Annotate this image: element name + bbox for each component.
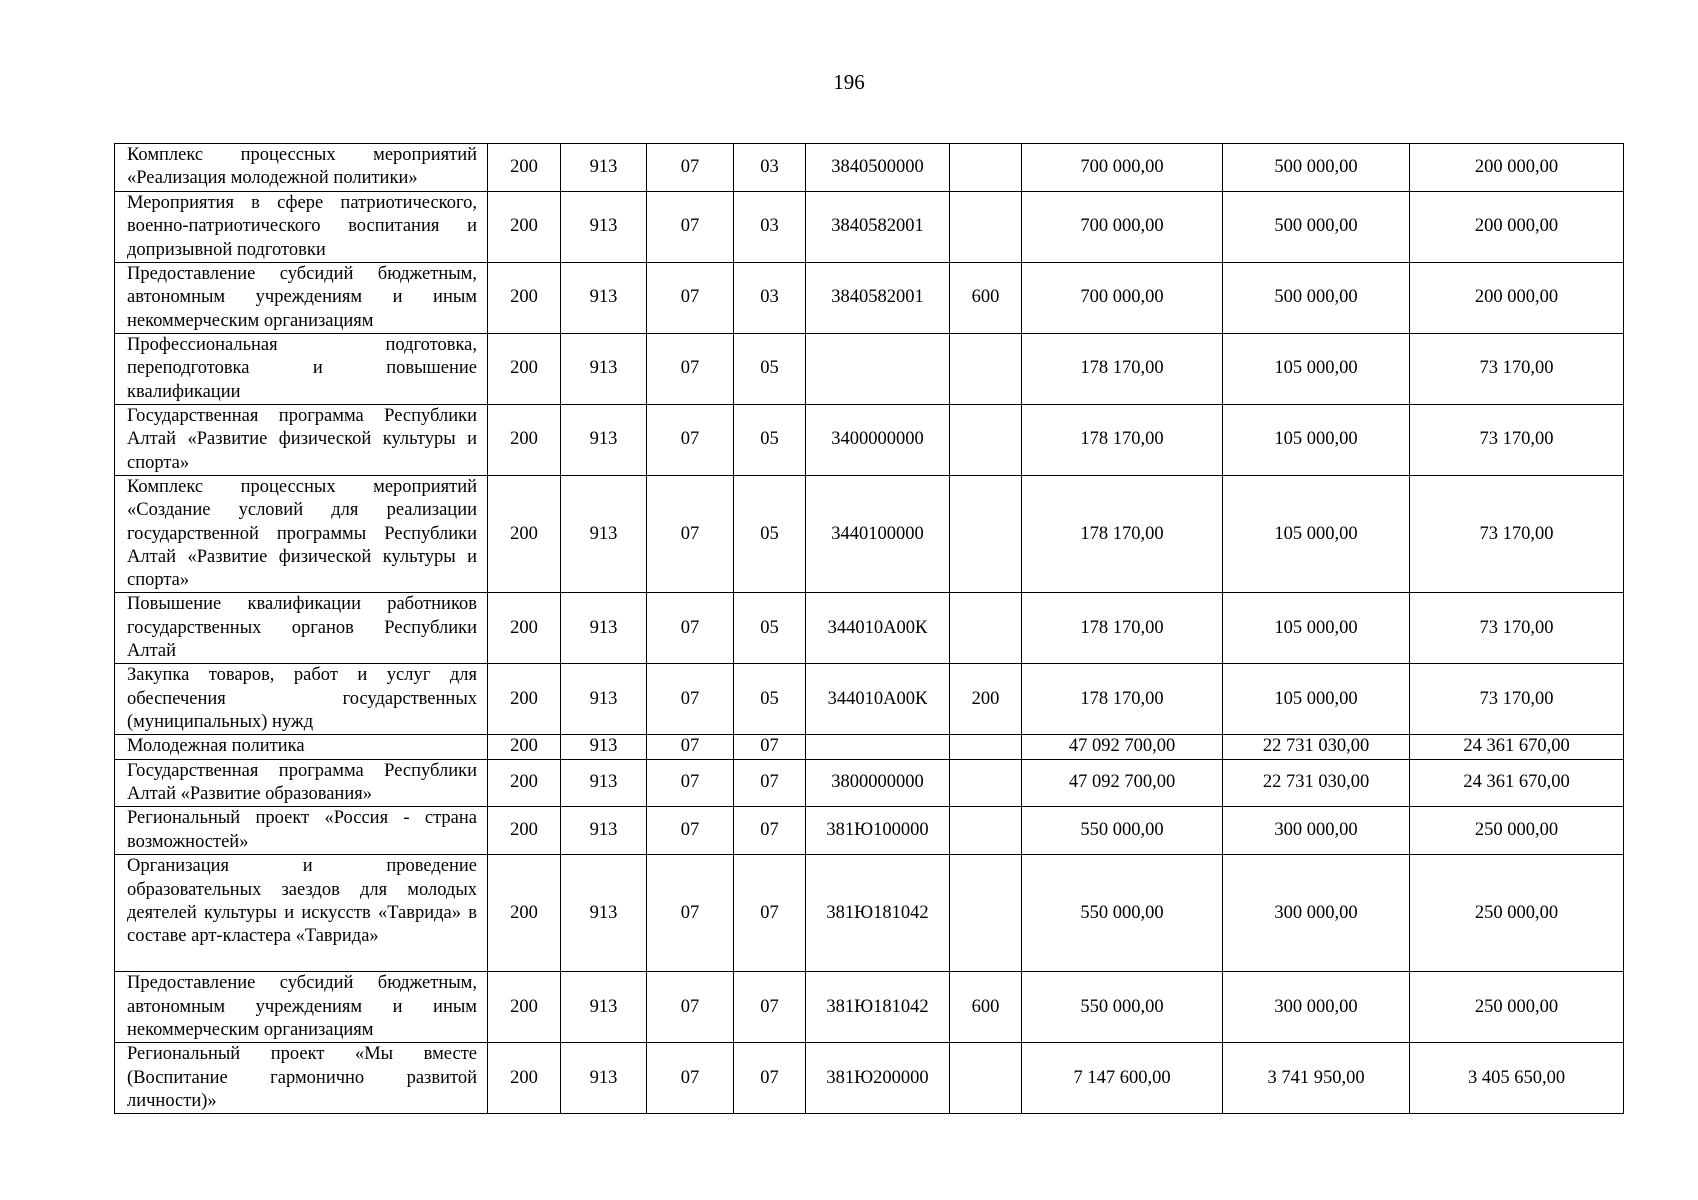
amount-3-cell: 73 170,00 xyxy=(1410,405,1624,476)
expense-type-cell xyxy=(950,807,1022,855)
amount-3-cell: 250 000,00 xyxy=(1410,972,1624,1043)
section-cell: 07 xyxy=(647,405,734,476)
amount-1-cell: 700 000,00 xyxy=(1022,263,1223,334)
subsection-cell: 05 xyxy=(734,476,806,593)
amount-2-cell: 300 000,00 xyxy=(1223,972,1410,1043)
amount-2-cell: 105 000,00 xyxy=(1223,476,1410,593)
code-1-cell: 200 xyxy=(488,664,561,735)
code-1-cell: 200 xyxy=(488,144,561,192)
expense-type-cell xyxy=(950,192,1022,263)
subsection-cell: 07 xyxy=(734,855,806,972)
amount-1-cell: 700 000,00 xyxy=(1022,192,1223,263)
code-2-cell: 913 xyxy=(561,593,647,664)
page-number: 196 xyxy=(833,70,865,94)
code-2-cell: 913 xyxy=(561,972,647,1043)
code-1-cell: 200 xyxy=(488,807,561,855)
section-cell: 07 xyxy=(647,972,734,1043)
item-name-cell: Мероприятия в сфере патриотического, военно-патриотического воспитания и допризывной подготовки xyxy=(115,192,488,263)
item-name-cell: Комплекс процессных мероприятий «Реализация молодежной политики» xyxy=(115,144,488,192)
target-article-cell: 3840582001 xyxy=(806,192,950,263)
amount-3-cell: 73 170,00 xyxy=(1410,476,1624,593)
item-name-cell: Региональный проект «Россия - страна возможностей» xyxy=(115,807,488,855)
code-2-cell: 913 xyxy=(561,263,647,334)
subsection-cell: 05 xyxy=(734,405,806,476)
section-cell: 07 xyxy=(647,476,734,593)
code-1-cell: 200 xyxy=(488,263,561,334)
amount-1-cell: 178 170,00 xyxy=(1022,593,1223,664)
subsection-cell: 07 xyxy=(734,759,806,807)
amount-2-cell: 300 000,00 xyxy=(1223,807,1410,855)
target-article-cell: 3800000000 xyxy=(806,759,950,807)
amount-3-cell: 200 000,00 xyxy=(1410,144,1624,192)
amount-3-cell: 250 000,00 xyxy=(1410,855,1624,972)
expense-type-cell: 600 xyxy=(950,972,1022,1043)
subsection-cell: 05 xyxy=(734,334,806,405)
amount-3-cell: 24 361 670,00 xyxy=(1410,735,1624,759)
table-row xyxy=(115,476,1624,593)
table-row xyxy=(115,405,1624,476)
item-name-cell: Повышение квалификации работников государственных органов Республики Алтай xyxy=(115,593,488,664)
item-name-cell: Организация и проведение образовательных заездов для молодых деятелей культуры и искусств «Таврида» в составе арт-кластера «Таврида» xyxy=(115,855,488,972)
item-name-cell: Региональный проект «Мы вместе (Воспитание гармонично развитой личности)» xyxy=(115,1043,488,1114)
target-article-cell: 3400000000 xyxy=(806,405,950,476)
expense-type-cell xyxy=(950,144,1022,192)
target-article-cell xyxy=(806,334,950,405)
amount-2-cell: 105 000,00 xyxy=(1223,664,1410,735)
code-2-cell: 913 xyxy=(561,192,647,263)
amount-3-cell: 73 170,00 xyxy=(1410,593,1624,664)
section-cell: 07 xyxy=(647,807,734,855)
subsection-cell: 05 xyxy=(734,664,806,735)
table-row xyxy=(115,735,1624,759)
subsection-cell: 03 xyxy=(734,192,806,263)
amount-1-cell: 178 170,00 xyxy=(1022,476,1223,593)
subsection-cell: 07 xyxy=(734,735,806,759)
amount-3-cell: 200 000,00 xyxy=(1410,192,1624,263)
section-cell: 07 xyxy=(647,759,734,807)
amount-1-cell: 178 170,00 xyxy=(1022,334,1223,405)
expense-type-cell: 600 xyxy=(950,263,1022,334)
code-1-cell: 200 xyxy=(488,972,561,1043)
target-article-cell: 3440100000 xyxy=(806,476,950,593)
amount-1-cell: 550 000,00 xyxy=(1022,807,1223,855)
amount-2-cell: 500 000,00 xyxy=(1223,144,1410,192)
section-cell: 07 xyxy=(647,334,734,405)
section-cell: 07 xyxy=(647,593,734,664)
expense-type-cell xyxy=(950,855,1022,972)
code-2-cell: 913 xyxy=(561,735,647,759)
amount-3-cell: 73 170,00 xyxy=(1410,664,1624,735)
section-cell: 07 xyxy=(647,664,734,735)
table-row xyxy=(115,192,1624,263)
table-row xyxy=(115,855,1624,972)
target-article-cell xyxy=(806,735,950,759)
amount-2-cell: 105 000,00 xyxy=(1223,405,1410,476)
code-2-cell: 913 xyxy=(561,664,647,735)
amount-1-cell: 550 000,00 xyxy=(1022,855,1223,972)
code-1-cell: 200 xyxy=(488,405,561,476)
item-name-cell: Предоставление субсидий бюджетным, автономным учреждениям и иным некоммерческим организациям xyxy=(115,972,488,1043)
section-cell: 07 xyxy=(647,1043,734,1114)
amount-2-cell: 500 000,00 xyxy=(1223,192,1410,263)
amount-1-cell: 47 092 700,00 xyxy=(1022,759,1223,807)
code-2-cell: 913 xyxy=(561,759,647,807)
target-article-cell: 3840582001 xyxy=(806,263,950,334)
target-article-cell: 344010А00К xyxy=(806,593,950,664)
code-1-cell: 200 xyxy=(488,759,561,807)
code-2-cell: 913 xyxy=(561,334,647,405)
amount-1-cell: 178 170,00 xyxy=(1022,664,1223,735)
expense-type-cell xyxy=(950,759,1022,807)
amount-2-cell: 500 000,00 xyxy=(1223,263,1410,334)
code-2-cell: 913 xyxy=(561,855,647,972)
subsection-cell: 03 xyxy=(734,263,806,334)
section-cell: 07 xyxy=(647,144,734,192)
table-row xyxy=(115,807,1624,855)
expense-type-cell xyxy=(950,735,1022,759)
code-1-cell: 200 xyxy=(488,593,561,664)
table-row xyxy=(115,593,1624,664)
table-row xyxy=(115,263,1624,334)
section-cell: 07 xyxy=(647,855,734,972)
code-1-cell: 200 xyxy=(488,476,561,593)
subsection-cell: 03 xyxy=(734,144,806,192)
amount-3-cell: 200 000,00 xyxy=(1410,263,1624,334)
subsection-cell: 07 xyxy=(734,972,806,1043)
expense-type-cell xyxy=(950,476,1022,593)
item-name-cell: Закупка товаров, работ и услуг для обеспечения государственных (муниципальных) нужд xyxy=(115,664,488,735)
amount-3-cell: 250 000,00 xyxy=(1410,807,1624,855)
expense-type-cell: 200 xyxy=(950,664,1022,735)
table-row xyxy=(115,334,1624,405)
section-cell: 07 xyxy=(647,192,734,263)
code-1-cell: 200 xyxy=(488,192,561,263)
item-name-cell: Профессиональная подготовка, переподготовка и повышение квалификации xyxy=(115,334,488,405)
code-2-cell: 913 xyxy=(561,476,647,593)
table-row xyxy=(115,664,1624,735)
code-2-cell: 913 xyxy=(561,1043,647,1114)
target-article-cell: 381Ю181042 xyxy=(806,855,950,972)
code-2-cell: 913 xyxy=(561,144,647,192)
amount-1-cell: 700 000,00 xyxy=(1022,144,1223,192)
expense-type-cell xyxy=(950,1043,1022,1114)
amount-2-cell: 105 000,00 xyxy=(1223,334,1410,405)
expense-type-cell xyxy=(950,405,1022,476)
amount-2-cell: 22 731 030,00 xyxy=(1223,759,1410,807)
amount-2-cell: 22 731 030,00 xyxy=(1223,735,1410,759)
table-row xyxy=(115,144,1624,192)
item-name-cell: Комплекс процессных мероприятий «Создание условий для реализации государственной программы Республики Алтай «Развитие физической культуры и спорта» xyxy=(115,476,488,593)
subsection-cell: 05 xyxy=(734,593,806,664)
amount-2-cell: 3 741 950,00 xyxy=(1223,1043,1410,1114)
target-article-cell: 344010А00К xyxy=(806,664,950,735)
item-name-cell: Предоставление субсидий бюджетным, автономным учреждениям и иным некоммерческим организациям xyxy=(115,263,488,334)
target-article-cell: 3840500000 xyxy=(806,144,950,192)
amount-1-cell: 47 092 700,00 xyxy=(1022,735,1223,759)
item-name-cell: Молодежная политика xyxy=(115,735,488,759)
table-row xyxy=(115,1043,1624,1114)
amount-1-cell: 7 147 600,00 xyxy=(1022,1043,1223,1114)
table-body xyxy=(115,144,1624,1114)
amount-1-cell: 178 170,00 xyxy=(1022,405,1223,476)
amount-3-cell: 24 361 670,00 xyxy=(1410,759,1624,807)
amount-2-cell: 300 000,00 xyxy=(1223,855,1410,972)
table-row xyxy=(115,972,1624,1043)
item-name-cell: Государственная программа Республики Алтай «Развитие образования» xyxy=(115,759,488,807)
expense-type-cell xyxy=(950,334,1022,405)
section-cell: 07 xyxy=(647,263,734,334)
section-cell: 07 xyxy=(647,735,734,759)
target-article-cell: 381Ю100000 xyxy=(806,807,950,855)
amount-2-cell: 105 000,00 xyxy=(1223,593,1410,664)
amount-3-cell: 3 405 650,00 xyxy=(1410,1043,1624,1114)
target-article-cell: 381Ю200000 xyxy=(806,1043,950,1114)
code-1-cell: 200 xyxy=(488,1043,561,1114)
amount-3-cell: 73 170,00 xyxy=(1410,334,1624,405)
expense-type-cell xyxy=(950,593,1022,664)
budget-table xyxy=(114,143,1624,1114)
code-2-cell: 913 xyxy=(561,807,647,855)
code-2-cell: 913 xyxy=(561,405,647,476)
subsection-cell: 07 xyxy=(734,1043,806,1114)
item-name-cell: Государственная программа Республики Алтай «Развитие физической культуры и спорта» xyxy=(115,405,488,476)
subsection-cell: 07 xyxy=(734,807,806,855)
code-1-cell: 200 xyxy=(488,334,561,405)
amount-1-cell: 550 000,00 xyxy=(1022,972,1223,1043)
target-article-cell: 381Ю181042 xyxy=(806,972,950,1043)
code-1-cell: 200 xyxy=(488,855,561,972)
code-1-cell: 200 xyxy=(488,735,561,759)
table-row xyxy=(115,759,1624,807)
